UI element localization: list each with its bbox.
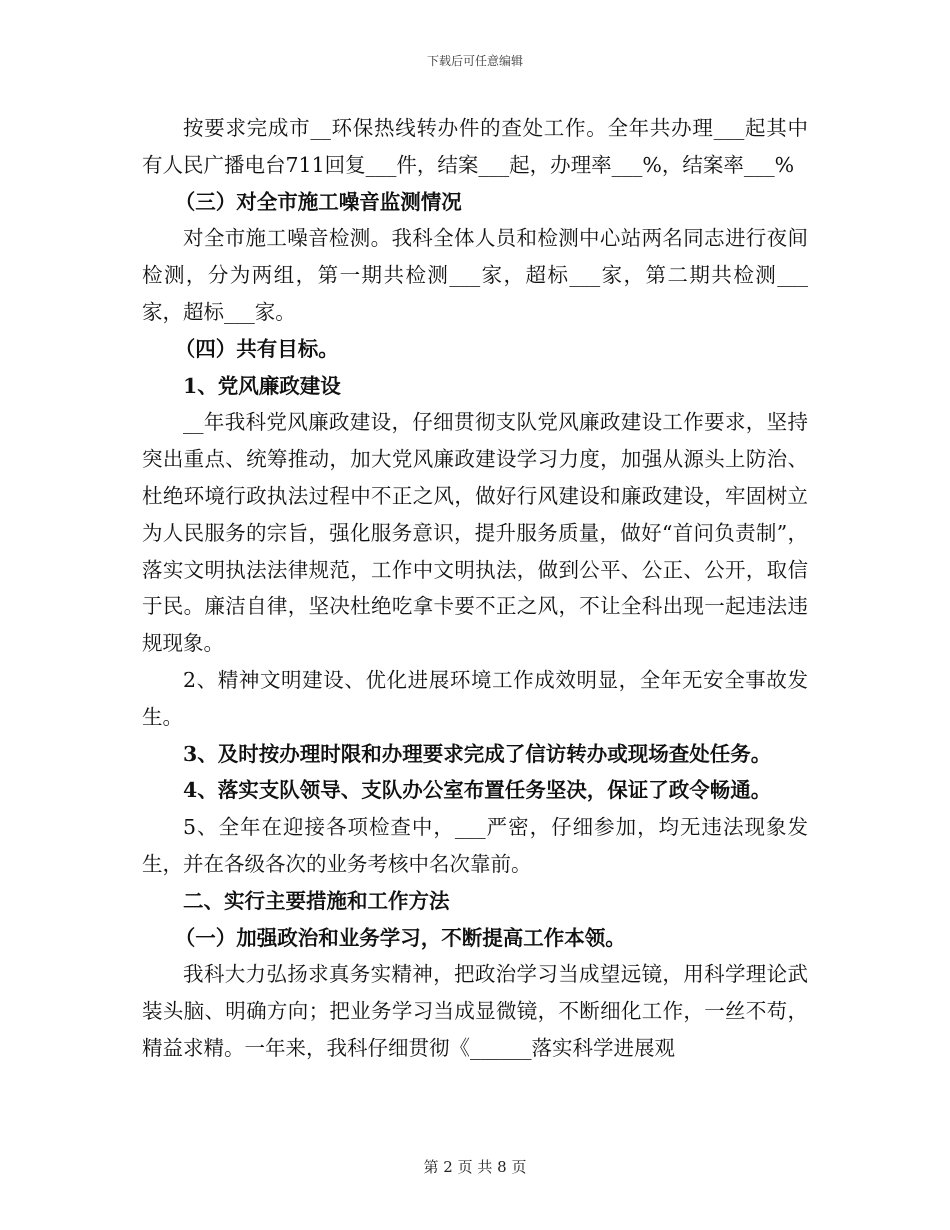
section-heading-study: （一）加强政治和业务学习，不断提高工作本领。 bbox=[174, 925, 626, 950]
section-heading-main-measures: 二、实行主要措施和工作方法 bbox=[183, 888, 450, 913]
page-header-note: 下载后可任意编辑 bbox=[426, 54, 523, 68]
paragraph-party-integrity: __年我科党风廉政建设，仔细贯彻支队党风廉政建设工作要求，坚持突出重点、统筹推动，加大党风廉政建设学习力度，加强从源头上防治、杜绝环境行政执法过程中不正之风，做好行风建设和廉政建设，牢固树立为人民服务的宗旨，强化服务意识，提升服务质量，做好“首问负责制”，落实文明执法法律规范，工作中文明执法，做到公平、公正、公开，取信于民。廉洁自律，坚决杜绝吃拿卡要不正之风，不让全科出现一起违法违规现象。 bbox=[142, 410, 808, 656]
paragraph-inspections: 5、全年在迎接各项检查中，___严密，仔细参加，均无违法现象发生，并在各级各次的业务考核中名次靠前。 bbox=[142, 815, 808, 876]
page-number: 第 2 页 共 8 页 bbox=[423, 1158, 527, 1176]
item-heading-petition-tasks: 3、及时按办理时限和办理要求完成了信访转办或现场查处任务。 bbox=[183, 741, 772, 766]
item-heading-task-implementation: 4、落实支队领导、支队办公室布置任务坚决，保证了政令畅通。 bbox=[183, 778, 772, 803]
paragraph-noise-monitoring: 对全市施工噪音检测。我科全体人员和检测中心站两名同志进行夜间检测，分为两组，第一期共检测___家，超标___家，第二期共检测___家，超标___家。 bbox=[142, 226, 808, 324]
section-heading-noise-monitoring: （三）对全市施工噪音监测情况 bbox=[174, 189, 462, 214]
paragraph-hotline-cases: 按要求完成市__环保热线转办件的查处工作。全年共办理___起其中有人民广播电台711回复___件，结案___起，办理率___%，结案率___% bbox=[142, 116, 808, 177]
document-body bbox=[142, 110, 808, 1067]
paragraph-civilization-building: 2、精神文明建设、优化进展环境工作成效明显，全年无安全事故发生。 bbox=[142, 667, 808, 729]
paragraph-study: 我科大力弘扬求真务实精神，把政治学习当成望远镜，用科学理论武装头脑、明确方向；把业务学习当成显微镜，不断细化工作，一丝不苟，精益求精。一年来，我科仔细贯彻《______落实科学进展观 bbox=[142, 962, 808, 1060]
section-heading-common-goals: （四）共有目标。 bbox=[174, 336, 339, 361]
item-heading-party-integrity: 1、党风廉政建设 bbox=[183, 373, 341, 398]
